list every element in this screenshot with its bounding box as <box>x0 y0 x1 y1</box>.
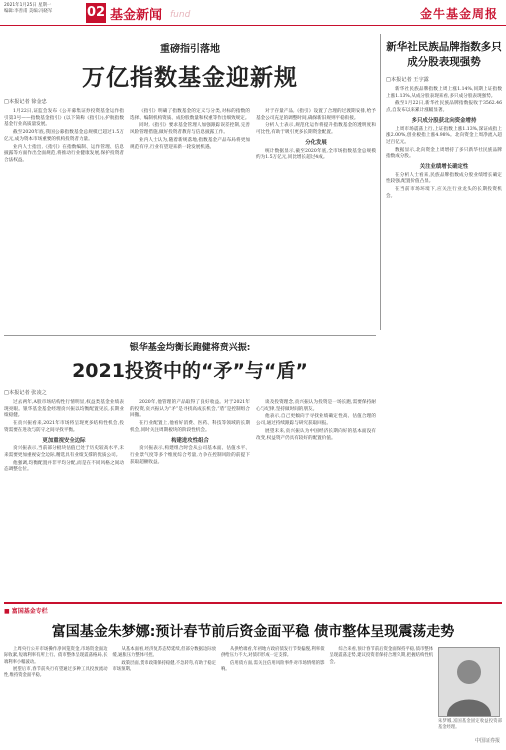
section-en: fund <box>170 10 191 20</box>
paragraph: 他强调,均衡配置并非平均分配,而是在不同风格之间动态调整仓位。 <box>4 460 124 473</box>
story-column-2 <box>130 400 250 475</box>
story-column-3 <box>221 647 325 731</box>
paragraph: 政策层面,货币政策保持稳健,不急转弯,有助于稳定市场预期。 <box>112 660 216 672</box>
paragraph: 统计数据显示,截至2020年底,全市场指数基金总规模约为1.5万亿元,同比增长超过4成。 <box>256 148 376 161</box>
paragraph: 在贲兴振看来,2021年市场将呈现更多结构性机会,投资需要在进攻与防守之间寻找平衡。 <box>4 421 124 433</box>
paragraph: 展望未来,贲兴振认为中国经济长期向好的基本面没有改变,权益资产仍具有较好的配置价值。 <box>256 428 376 441</box>
paragraph: 谈及投资理念,贲兴振认为投资是一场长跑,需要保持耐心与纪律,坚持做时间的朋友。 <box>256 400 376 412</box>
portrait-column <box>438 647 502 731</box>
paragraph: 上周央行公开市场操作净回笼资金,市场资金面边际收紧,短端利率有所上行。债市整体呈现震荡格局,长端利率小幅波动。 <box>4 647 108 665</box>
paragraph: 在当前市场环境下,应关注行业龙头的长期投资机会。 <box>386 187 502 199</box>
story-subhead: 更加重视安全边际 <box>42 437 86 444</box>
story-headline[interactable]: 2021投资中的“矛”与“盾” <box>72 360 308 382</box>
story-fund-manager <box>4 340 376 475</box>
story-headline[interactable]: 新华社民族品牌指数多只成分股表现强势 <box>386 41 502 68</box>
column-tag: ■ 富国基金专栏 <box>4 608 48 615</box>
story-index-funds <box>4 34 376 166</box>
story-subhead: 构建进攻性组合 <box>171 437 209 444</box>
paragraph: 同时,《指引》要求基金管理人加强跟踪误差控制,完善风险管理措施,做好投资者教育与信息披露工作。 <box>130 123 250 136</box>
story-kicker: 银华基金均衡长跑健将贲兴振: <box>129 343 251 353</box>
paragraph: 截至2020年底,我国公募指数基金总规模已超过1.5万亿元,成为资本市场重要的机构投资者力量。 <box>4 130 124 142</box>
section-divider <box>4 335 376 336</box>
story-byline: □本报记者 徐金忠 <box>4 99 47 105</box>
paper-name: 金牛基金周报 <box>419 7 498 21</box>
author-photo <box>438 647 500 717</box>
page-number: 02 <box>86 3 106 23</box>
paragraph: 他表示,自己更倾向于寻找业绩确定性高、估值合理的公司,通过持续跟踪与研究获取回报。 <box>256 414 376 427</box>
paragraph: 2020年,他管理的产品取得了良好收益。对于2021年的投资,贲兴振认为“矛”是寻找高成长机会,“盾”是控制组合回撤。 <box>130 400 250 419</box>
paragraph: 信用债方面,需关注信用风险事件对市场情绪的影响。 <box>221 660 325 672</box>
paragraph: 截至1月22日,新华社民族品牌指数报收于3562.46点,自发布以来累计涨幅显著。 <box>386 101 502 114</box>
story-column-1 <box>4 400 124 475</box>
story-column-1 <box>4 109 124 166</box>
paragraph: 业内人士认为,随着新规落地,指数基金产品布局将更加规范有序,行业有望迎来新一轮发展机遇。 <box>130 137 250 150</box>
story-body <box>386 87 502 201</box>
story-column-3 <box>256 400 376 475</box>
story-column-2 <box>113 647 217 731</box>
paragraph: 综合来看,预计春节前后资金面保持平稳,债市整体呈现震荡走势,建议投资者保持合理久期,把握结构性机会。 <box>329 647 433 665</box>
paragraph: 过去两年,A股市场结构性行情明显,权益类基金业绩表现亮眼。银华基金基金经理贲兴振以均衡配置见长,长期业绩稳健。 <box>4 400 124 419</box>
story-body <box>4 647 502 731</box>
paragraph: 《指引》明确了指数基金的定义与分类,对标的指数的选择、编制机构资质、成份股数量和权重等作出细致规定。 <box>130 109 250 121</box>
story-subhead: 关注业绩增长确定性 <box>419 164 469 171</box>
paragraph: 在分析人士看来,民族品牌指数成分股业绩增长确定性较强,配置价值凸显。 <box>386 172 502 185</box>
story-headline[interactable]: 富国基金朱梦娜:预计春节前后资金面平稳 债市整体呈现震荡走势 <box>51 624 455 640</box>
story-kicker: 重磅指引落地 <box>160 44 220 55</box>
story-column-4 <box>330 647 434 731</box>
paragraph: 贲兴振表示,构建组合时会从公司基本面、估值水平、行业景气度等多个维度综合考量,力争在控制风险的前提下获取超额收益。 <box>130 446 250 465</box>
masthead <box>0 0 506 26</box>
paragraph: 新华社民族品牌指数上周上涨1.14%,同期上证指数上涨1.13%,从成分股表现来看,多只成分股表现强势。 <box>386 87 502 99</box>
paragraph: 展望后市,春节前央行有望通过多种工具投放流动性,维持资金面平稳。 <box>4 666 108 679</box>
paragraph: 从基本面看,经济复苏态势延续,但部分数据边际放缓,通胀压力整体可控。 <box>112 647 216 659</box>
column-divider <box>380 34 381 330</box>
story-column-3 <box>256 109 376 166</box>
story-byline: □本报记者 王宇露 <box>386 77 429 83</box>
paragraph: 对于存量产品,《指引》设置了合理的过渡期安排,给予基金公司充足的调整时间,确保新旧规则平稳衔接。 <box>256 109 376 121</box>
story-headline[interactable]: 万亿指数基金迎新规 <box>82 65 298 91</box>
paragraph: 上周市场震荡上行,上证指数上涨1.13%,深证成指上涨2.00%,创业板指上涨4.98%。北向资金上周净流入超过百亿元。 <box>386 126 502 145</box>
paragraph: 业内人士指出,《指引》在指数编制、运作管理、信息披露等方面作出全面规范,将推动行业健康发展,保护投资者合法权益。 <box>4 144 124 163</box>
paragraph: 在行业配置上,他看好消费、医药、科技等领域的长期机会,同时关注周期板块的阶段性机会。 <box>130 421 250 433</box>
folio: 中国证券报 <box>474 738 500 744</box>
column-rule <box>4 602 502 604</box>
paragraph: 贲兴振表示,当前部分板块估值已处于历史较高水平,未来需要更加重视安全边际,精选具有业绩支撑的优质公司。 <box>4 446 124 458</box>
date-line: 2021年1月25日 星期一 <box>4 3 52 8</box>
story-column-2 <box>130 109 250 166</box>
paragraph: 数据显示,北向资金上周增持了多只新华社民族品牌指数成分股。 <box>386 147 502 160</box>
story-subhead: 多只成分股获北向资金增持 <box>411 117 477 124</box>
story-byline: □本报记者 张凌之 <box>4 390 47 396</box>
paragraph: 1月22日,证监会发布《公开募集证券投资基金运作指引第3号——指数基金指引》(以下简称《指引》),护航指数基金行业高质量发展。 <box>4 109 124 128</box>
story-bond-column <box>4 606 502 731</box>
story-body <box>4 109 376 166</box>
person-silhouette-icon <box>439 648 499 716</box>
story-column-1 <box>4 647 108 731</box>
story-subhead: 分化发展 <box>305 139 327 146</box>
story-brand-index <box>386 40 502 202</box>
story-body <box>4 400 376 475</box>
section-title: 基金新闻 <box>110 8 163 23</box>
paragraph: 分析人士表示,规范化运作将提升指数基金的透明度和可比性,有助于吸引更多长期资金配置。 <box>256 123 376 136</box>
editor-line: 编辑:李善甫 美编:冯晓军 <box>4 9 53 15</box>
photo-caption: 朱梦娜,富国基金固定收益投资部基金经理。 <box>438 719 502 730</box>
paragraph: 从供给端看,年初地方政府债发行节奏偏慢,利率债供给压力不大,对债市形成一定支撑。 <box>221 647 325 659</box>
